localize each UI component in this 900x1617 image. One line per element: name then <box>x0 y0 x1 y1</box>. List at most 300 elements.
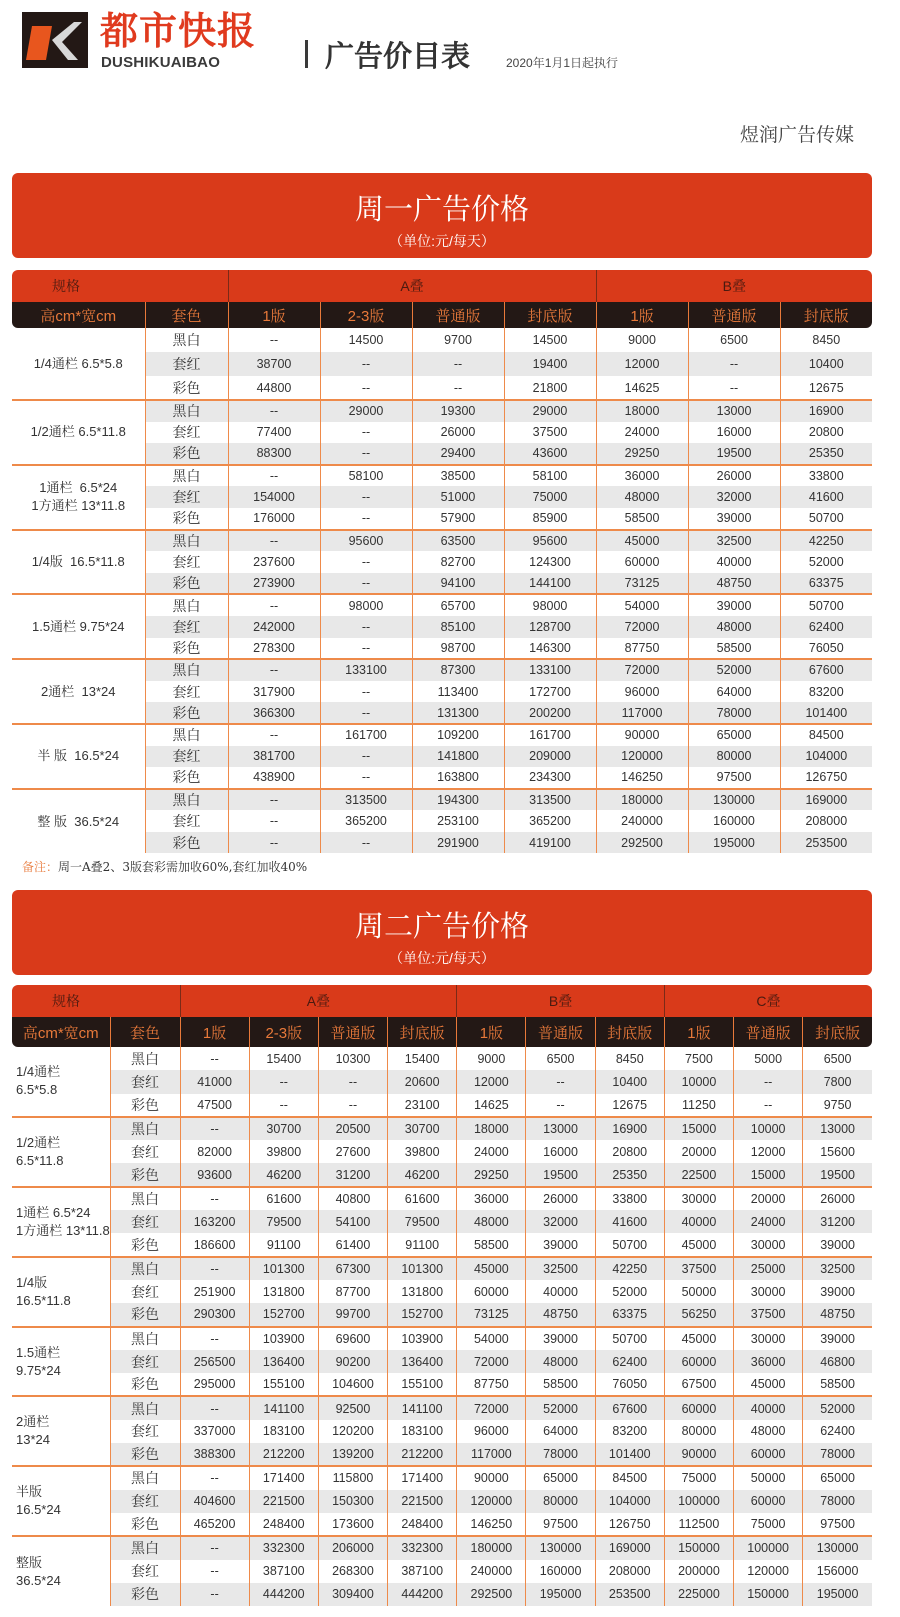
price-cell: -- <box>228 465 320 487</box>
price-cell: 19500 <box>688 443 780 465</box>
price-cell: 61600 <box>388 1187 457 1210</box>
spec-label: 整 版 36.5*24 <box>12 789 145 854</box>
color-type: 彩色 <box>145 767 228 789</box>
table-row <box>12 1420 872 1443</box>
color-type: 套红 <box>110 1420 180 1443</box>
column-header: 套色 <box>110 1017 180 1047</box>
price-cell: 39000 <box>803 1233 872 1256</box>
column-header: 1版 <box>664 1017 733 1047</box>
price-cell: 56250 <box>664 1303 733 1326</box>
logo <box>22 12 88 68</box>
price-cell: 13000 <box>803 1117 872 1140</box>
price-cell: 146250 <box>596 767 688 789</box>
column-header: 普通版 <box>734 1017 803 1047</box>
price-cell: 221500 <box>388 1490 457 1513</box>
price-cell: 130000 <box>526 1536 595 1559</box>
price-cell: -- <box>320 352 412 376</box>
color-type: 套红 <box>110 1210 180 1233</box>
color-type: 彩色 <box>145 443 228 465</box>
price-cell: 40800 <box>318 1187 387 1210</box>
price-cell: 194300 <box>412 789 504 811</box>
price-cell: 16000 <box>526 1140 595 1163</box>
table-row <box>12 1187 872 1210</box>
price-cell: 63375 <box>595 1303 664 1326</box>
price-cell: 313500 <box>320 789 412 811</box>
price-cell: -- <box>320 832 412 854</box>
column-header: 封底版 <box>504 302 596 328</box>
price-cell: 240000 <box>596 810 688 832</box>
spec-label: 1/4版 16.5*11.8 <box>12 1257 110 1327</box>
column-header: 普通版 <box>318 1017 387 1047</box>
spec-label: 1/4版 16.5*11.8 <box>12 530 145 595</box>
price-cell: 98000 <box>320 594 412 616</box>
price-cell: 47500 <box>180 1094 249 1117</box>
price-cell: 169000 <box>780 789 872 811</box>
price-cell: 208000 <box>780 810 872 832</box>
price-cell: 131800 <box>388 1280 457 1303</box>
price-cell: 48750 <box>526 1303 595 1326</box>
column-header: 1版 <box>228 302 320 328</box>
price-cell: 268300 <box>318 1560 387 1583</box>
color-type: 黑白 <box>110 1327 180 1350</box>
price-cell: 186600 <box>180 1233 249 1256</box>
price-cell: 242000 <box>228 616 320 638</box>
table-row <box>12 1443 872 1466</box>
price-cell: 76050 <box>780 638 872 660</box>
spec-label: 半版 16.5*24 <box>12 1466 110 1536</box>
price-cell: 112500 <box>664 1513 733 1536</box>
color-type: 彩色 <box>145 376 228 400</box>
column-header: 2-3版 <box>249 1017 318 1047</box>
price-cell: 9700 <box>412 328 504 352</box>
price-cell: 60000 <box>457 1280 526 1303</box>
price-cell: 78000 <box>688 702 780 724</box>
price-cell: 60000 <box>734 1443 803 1466</box>
price-cell: 58500 <box>596 508 688 530</box>
table-row <box>12 1163 872 1186</box>
price-cell: -- <box>526 1094 595 1117</box>
color-type: 黑白 <box>110 1536 180 1559</box>
price-cell: 57900 <box>412 508 504 530</box>
table-row <box>12 1047 872 1070</box>
color-type: 套红 <box>145 486 228 508</box>
price-cell: 32500 <box>803 1257 872 1280</box>
color-type: 黑白 <box>110 1396 180 1419</box>
table-row <box>12 1117 872 1140</box>
price-cell: 92500 <box>318 1396 387 1419</box>
price-cell: 39000 <box>803 1280 872 1303</box>
color-type: 套红 <box>110 1350 180 1373</box>
price-cell: 155100 <box>388 1373 457 1396</box>
price-cell: 29250 <box>596 443 688 465</box>
price-cell: 82000 <box>180 1140 249 1163</box>
price-cell: 39800 <box>388 1140 457 1163</box>
price-cell: 32000 <box>526 1210 595 1233</box>
price-cell: 40000 <box>688 551 780 573</box>
price-cell: 44800 <box>228 376 320 400</box>
price-cell: 183100 <box>388 1420 457 1443</box>
header-divider <box>305 40 308 68</box>
price-cell: 83200 <box>780 681 872 703</box>
price-cell: 39000 <box>688 508 780 530</box>
price-cell: 83200 <box>595 1420 664 1443</box>
price-cell: -- <box>320 616 412 638</box>
price-cell: 8450 <box>780 328 872 352</box>
price-cell: 58500 <box>457 1233 526 1256</box>
table-row <box>12 1560 872 1583</box>
price-cell: 88300 <box>228 443 320 465</box>
price-cell: 208000 <box>595 1560 664 1583</box>
price-cell: 152700 <box>249 1303 318 1326</box>
price-cell: 43600 <box>504 443 596 465</box>
price-cell: 25350 <box>780 443 872 465</box>
price-cell: 27600 <box>318 1140 387 1163</box>
color-type: 彩色 <box>110 1443 180 1466</box>
price-cell: 97500 <box>803 1513 872 1536</box>
price-cell: 48000 <box>688 616 780 638</box>
price-cell: 39000 <box>526 1233 595 1256</box>
price-cell: 337000 <box>180 1420 249 1443</box>
price-cell: 365200 <box>320 810 412 832</box>
price-cell: 78000 <box>526 1443 595 1466</box>
price-cell: -- <box>320 443 412 465</box>
price-cell: 195000 <box>526 1583 595 1606</box>
group-header: B叠 <box>457 985 665 1017</box>
price-cell: 14625 <box>596 376 688 400</box>
spec-label: 1通栏 6.5*24 1方通栏 13*11.8 <box>12 465 145 530</box>
price-cell: 7800 <box>803 1070 872 1093</box>
column-header: 高cm*宽cm <box>12 302 145 328</box>
price-cell: 24000 <box>457 1140 526 1163</box>
price-cell: 128700 <box>504 616 596 638</box>
table-row <box>12 1233 872 1256</box>
price-cell: 15400 <box>388 1047 457 1070</box>
price-cell: 45000 <box>664 1233 733 1256</box>
price-cell: 98700 <box>412 638 504 660</box>
price-cell: 52000 <box>803 1396 872 1419</box>
table-row <box>12 400 872 422</box>
price-cell: 87750 <box>457 1373 526 1396</box>
price-cell: 50700 <box>595 1233 664 1256</box>
column-header: 高cm*宽cm <box>12 1017 110 1047</box>
price-cell: 50000 <box>734 1466 803 1489</box>
price-cell: 131800 <box>249 1280 318 1303</box>
price-cell: 39800 <box>249 1140 318 1163</box>
spec-label: 2通栏 13*24 <box>12 1396 110 1466</box>
price-cell: -- <box>180 1117 249 1140</box>
spec-label: 1/2通栏 6.5*11.8 <box>12 1117 110 1187</box>
table-row <box>12 1070 872 1093</box>
table-row <box>12 1373 872 1396</box>
note-label: 备注： <box>22 860 59 874</box>
price-cell: 52000 <box>688 659 780 681</box>
price-cell: 206000 <box>318 1536 387 1559</box>
price-cell: 99700 <box>318 1303 387 1326</box>
tuesday-title: 周二广告价格 <box>354 911 529 943</box>
price-cell: -- <box>318 1070 387 1093</box>
price-cell: 30000 <box>664 1187 733 1210</box>
table-row <box>12 1513 872 1536</box>
price-cell: 39000 <box>526 1327 595 1350</box>
price-cell: -- <box>412 352 504 376</box>
price-cell: 291900 <box>412 832 504 854</box>
price-cell: 93600 <box>180 1163 249 1186</box>
table-row <box>12 1094 872 1117</box>
price-cell: 292500 <box>457 1583 526 1606</box>
monday-title: 周一广告价格 <box>354 194 529 226</box>
price-cell: 97500 <box>526 1513 595 1536</box>
price-cell: 37500 <box>504 422 596 444</box>
color-type: 黑白 <box>145 594 228 616</box>
price-cell: 31200 <box>803 1210 872 1233</box>
color-type: 黑白 <box>145 724 228 746</box>
price-cell: 251900 <box>180 1280 249 1303</box>
spec-label: 1.5通栏 9.75*24 <box>12 1327 110 1397</box>
price-cell: 104000 <box>780 746 872 768</box>
price-cell: 58500 <box>803 1373 872 1396</box>
price-cell: 85100 <box>412 616 504 638</box>
price-cell: 50700 <box>595 1327 664 1350</box>
price-cell: 50700 <box>780 508 872 530</box>
price-cell: 313500 <box>504 789 596 811</box>
table-row <box>12 594 872 616</box>
price-cell: 146300 <box>504 638 596 660</box>
price-cell: 124300 <box>504 551 596 573</box>
price-cell: 52000 <box>780 551 872 573</box>
color-type: 彩色 <box>110 1233 180 1256</box>
price-cell: 290300 <box>180 1303 249 1326</box>
price-cell: 171400 <box>249 1466 318 1489</box>
price-cell: 60000 <box>664 1350 733 1373</box>
watermark: 煜润广告传媒 <box>740 125 855 146</box>
price-cell: 209000 <box>504 746 596 768</box>
table-row <box>12 1257 872 1280</box>
price-cell: 36000 <box>457 1187 526 1210</box>
price-cell: 80000 <box>664 1420 733 1443</box>
price-cell: 58500 <box>688 638 780 660</box>
price-cell: 50000 <box>664 1280 733 1303</box>
price-cell: -- <box>320 681 412 703</box>
price-cell: 48750 <box>688 573 780 595</box>
price-cell: 234300 <box>504 767 596 789</box>
price-cell: 212200 <box>249 1443 318 1466</box>
table-row <box>12 1583 872 1606</box>
price-cell: -- <box>320 551 412 573</box>
price-cell: 12675 <box>780 376 872 400</box>
price-cell: 465200 <box>180 1513 249 1536</box>
color-type: 彩色 <box>145 832 228 854</box>
price-cell: 20500 <box>318 1117 387 1140</box>
color-type: 套红 <box>145 810 228 832</box>
price-cell: 155100 <box>249 1373 318 1396</box>
price-cell: 22500 <box>664 1163 733 1186</box>
price-cell: 183100 <box>249 1420 318 1443</box>
color-type: 黑白 <box>145 530 228 552</box>
price-cell: 78000 <box>803 1490 872 1513</box>
price-cell: 104600 <box>318 1373 387 1396</box>
spec-label: 1/4通栏 6.5*5.8 <box>16 1064 61 1098</box>
price-cell: 120000 <box>457 1490 526 1513</box>
effective-date: 2020年1月1日起执行 <box>506 56 619 70</box>
price-cell: 14500 <box>504 328 596 352</box>
price-cell: 62400 <box>595 1350 664 1373</box>
price-cell: 42250 <box>595 1257 664 1280</box>
price-cell: -- <box>228 832 320 854</box>
table-row <box>12 1466 872 1489</box>
price-cell: 77400 <box>228 422 320 444</box>
price-cell: -- <box>180 1583 249 1606</box>
price-cell: 79500 <box>388 1210 457 1233</box>
price-cell: 6500 <box>803 1047 872 1070</box>
note-text: 周一A叠2、3版套彩需加收60%,套红加收40% <box>58 860 308 874</box>
price-cell: 15000 <box>664 1117 733 1140</box>
price-cell: -- <box>734 1070 803 1093</box>
price-cell: 64000 <box>526 1420 595 1443</box>
price-cell: 48000 <box>734 1420 803 1443</box>
price-cell: 32500 <box>526 1257 595 1280</box>
price-cell: 37500 <box>664 1257 733 1280</box>
price-cell: -- <box>320 486 412 508</box>
price-cell: 48750 <box>803 1303 872 1326</box>
group-header: A叠 <box>228 270 596 302</box>
price-cell: 173600 <box>318 1513 387 1536</box>
price-cell: 62400 <box>780 616 872 638</box>
price-cell: 98000 <box>504 594 596 616</box>
price-cell: 40000 <box>526 1280 595 1303</box>
price-cell: 444200 <box>249 1583 318 1606</box>
column-header: 封底版 <box>803 1017 872 1047</box>
price-cell: 30700 <box>249 1117 318 1140</box>
price-cell: 253500 <box>595 1583 664 1606</box>
price-cell: 26000 <box>803 1187 872 1210</box>
price-cell: 65700 <box>412 594 504 616</box>
price-cell: 240000 <box>457 1560 526 1583</box>
price-cell: 163200 <box>180 1210 249 1233</box>
price-cell: 60000 <box>734 1490 803 1513</box>
table-row <box>12 1303 872 1326</box>
column-header: 1版 <box>457 1017 526 1047</box>
color-type: 彩色 <box>145 702 228 724</box>
price-cell: 126750 <box>595 1513 664 1536</box>
price-cell: 117000 <box>457 1443 526 1466</box>
price-cell: 19500 <box>803 1163 872 1186</box>
price-cell: 10400 <box>780 352 872 376</box>
spec-label: 1通栏 6.5*24 1方通栏 13*11.8 <box>12 1187 110 1257</box>
price-cell: 80000 <box>688 746 780 768</box>
price-cell: 438900 <box>228 767 320 789</box>
column-header: 2-3版 <box>320 302 412 328</box>
price-cell: 130000 <box>688 789 780 811</box>
table-row <box>12 328 872 352</box>
price-cell: -- <box>320 573 412 595</box>
price-cell: 130000 <box>803 1536 872 1559</box>
price-cell: 180000 <box>457 1536 526 1559</box>
table-row <box>12 1536 872 1559</box>
price-cell: 24000 <box>734 1210 803 1233</box>
price-cell: -- <box>412 376 504 400</box>
price-cell: 141800 <box>412 746 504 768</box>
color-type: 彩色 <box>145 508 228 530</box>
price-cell: 33800 <box>780 465 872 487</box>
price-cell: 154000 <box>228 486 320 508</box>
color-type: 套红 <box>145 422 228 444</box>
column-header: 1版 <box>596 302 688 328</box>
price-cell: 73125 <box>457 1303 526 1326</box>
price-cell: -- <box>320 508 412 530</box>
price-cell: 94100 <box>412 573 504 595</box>
price-cell: -- <box>228 400 320 422</box>
price-cell: 20000 <box>664 1140 733 1163</box>
price-cell: 225000 <box>664 1583 733 1606</box>
price-cell: 60000 <box>664 1396 733 1419</box>
monday-banner <box>12 173 872 258</box>
price-cell: 58100 <box>504 465 596 487</box>
table-row <box>12 789 872 811</box>
price-cell: 58500 <box>526 1373 595 1396</box>
price-cell: 248400 <box>249 1513 318 1536</box>
price-cell: 295000 <box>180 1373 249 1396</box>
price-cell: 100000 <box>734 1536 803 1559</box>
price-cell: 63375 <box>780 573 872 595</box>
price-cell: 253100 <box>412 810 504 832</box>
price-cell: 38500 <box>412 465 504 487</box>
price-cell: 87300 <box>412 659 504 681</box>
price-cell: 253500 <box>780 832 872 854</box>
price-cell: 150000 <box>734 1583 803 1606</box>
price-cell: 84500 <box>780 724 872 746</box>
column-header: 普通版 <box>412 302 504 328</box>
color-type: 黑白 <box>110 1117 180 1140</box>
price-cell: -- <box>688 376 780 400</box>
price-cell: 160000 <box>688 810 780 832</box>
table-row <box>12 530 872 552</box>
price-cell: -- <box>228 789 320 811</box>
price-cell: 25000 <box>734 1257 803 1280</box>
price-cell: 156000 <box>803 1560 872 1583</box>
price-cell: 10400 <box>595 1070 664 1093</box>
price-cell: 75000 <box>734 1513 803 1536</box>
price-cell: 42250 <box>780 530 872 552</box>
price-cell: 38700 <box>228 352 320 376</box>
price-cell: 10300 <box>318 1047 387 1070</box>
price-cell: 75000 <box>504 486 596 508</box>
price-cell: 41000 <box>180 1070 249 1093</box>
price-cell: 387100 <box>249 1560 318 1583</box>
color-type: 黑白 <box>110 1187 180 1210</box>
price-cell: -- <box>180 1257 249 1280</box>
color-type: 彩色 <box>110 1373 180 1396</box>
price-cell: 91100 <box>388 1233 457 1256</box>
price-cell: 133100 <box>504 659 596 681</box>
price-cell: 163800 <box>412 767 504 789</box>
price-cell: -- <box>734 1094 803 1117</box>
price-cell: 161700 <box>320 724 412 746</box>
price-cell: -- <box>180 1396 249 1419</box>
price-cell: 40000 <box>734 1396 803 1419</box>
price-cell: 78000 <box>803 1443 872 1466</box>
price-cell: 24000 <box>596 422 688 444</box>
color-type: 套红 <box>110 1070 180 1093</box>
price-cell: 45000 <box>596 530 688 552</box>
color-type: 黑白 <box>145 328 228 352</box>
price-cell: 20600 <box>388 1070 457 1093</box>
price-cell: -- <box>320 422 412 444</box>
column-header: 普通版 <box>526 1017 595 1047</box>
price-cell: 79500 <box>249 1210 318 1233</box>
price-cell: 32500 <box>688 530 780 552</box>
page-title: 广告价目表 <box>325 41 471 73</box>
price-cell: 30000 <box>734 1233 803 1256</box>
